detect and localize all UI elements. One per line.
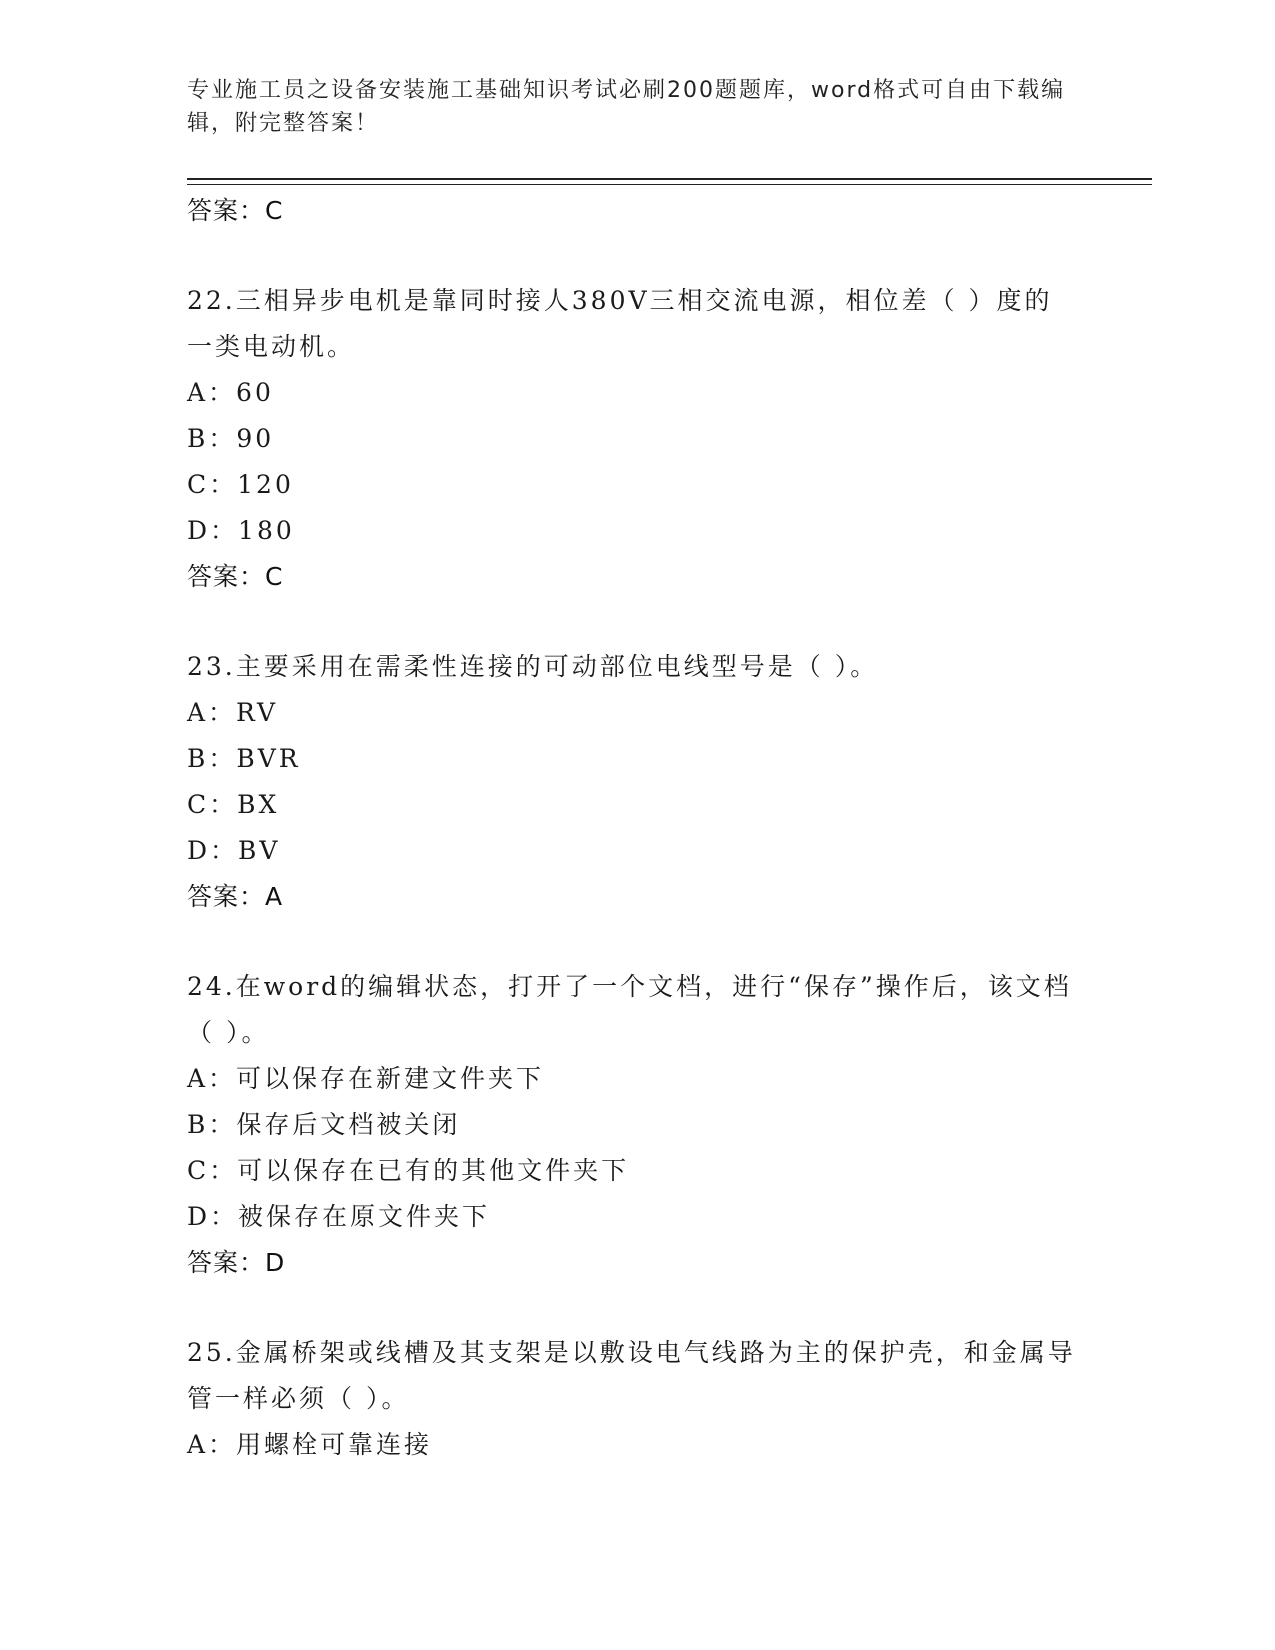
answer-line: 答案：D [187,1248,286,1277]
answer-line: 答案：C [187,562,284,591]
option-a: A：可以保存在新建文件夹下 [187,1064,545,1093]
option-c: C：BX [187,790,280,819]
question-block [187,964,1077,1286]
option-c: C：可以保存在已有的其他文件夹下 [187,1156,630,1185]
document-header: 专业施工员之设备安装施工基础知识考试必刷200题题库，word格式可自由下载编辑，附完整答案！ [187,78,1066,136]
header-divider-thin [187,184,1152,185]
option-d: D：被保存在原文件夹下 [187,1202,491,1231]
option-a: A：用螺栓可靠连接 [187,1430,433,1459]
question-stem: 25.金属桥架或线槽及其支架是以敷设电气线路为主的保护壳，和金属导管一样必须（ ）。 [187,1338,1076,1413]
option-b: B：BVR [187,744,301,773]
option-b: B：保存后文档被关闭 [187,1110,461,1139]
question-block [187,1330,1077,1468]
question-block [187,644,1077,920]
question-stem: 22.三相异步电机是靠同时接人380V三相交流电源，相位差（ ）度的一类电动机。 [187,286,1053,361]
option-a: A：60 [187,378,274,407]
answer-line: 答案：A [187,882,284,911]
answer-line: 答案：C [187,196,284,225]
question-block [187,278,1077,600]
option-a: A：RV [187,698,279,727]
question-stem: 23.主要采用在需柔性连接的可动部位电线型号是（ ）。 [187,652,879,681]
option-d: D：BV [187,836,281,865]
option-b: B：90 [187,424,275,453]
document-body [187,188,1077,1468]
option-d: D：180 [187,516,295,545]
header-divider-thick [187,178,1152,180]
question-stem: 24.在word的编辑状态，打开了一个文档，进行“保存”操作后，该文档（ ）。 [187,972,1072,1047]
option-c: C：120 [187,470,294,499]
